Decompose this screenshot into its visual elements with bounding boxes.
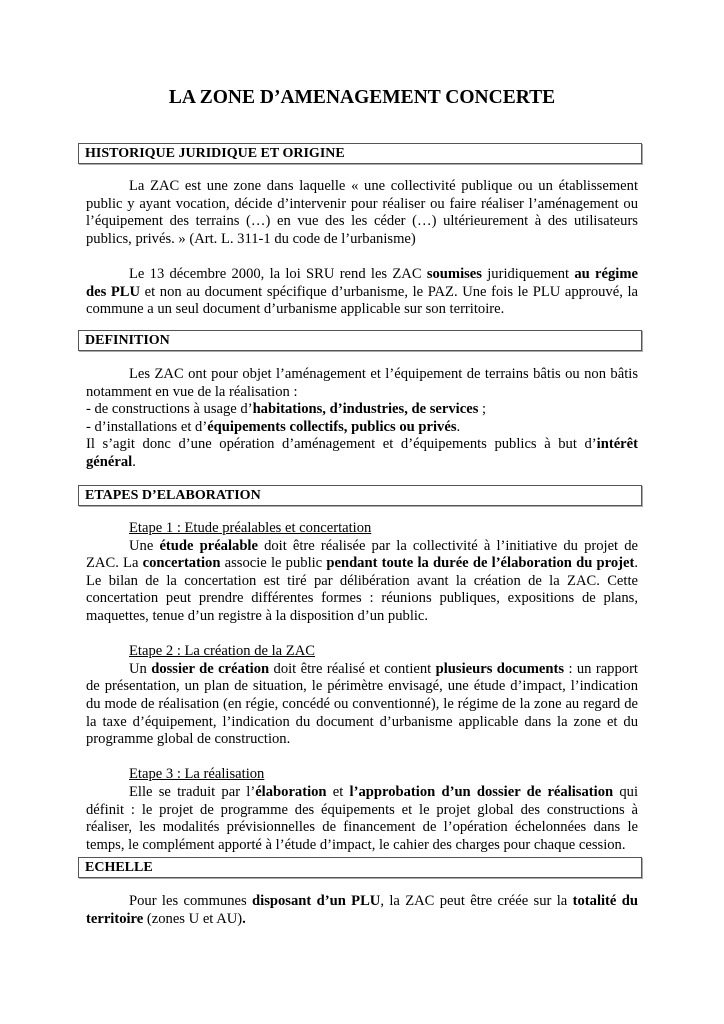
- section-body-etapes: [86, 520, 638, 854]
- step-subheading: Etape 3 : La réalisation: [129, 766, 265, 783]
- text: Les ZAC ont pour objet l’aménagement et l’équipement de terrains bâtis ou non bâtis notamment en vue de la réalisation :: [86, 366, 638, 400]
- text: Pour les communes: [129, 893, 253, 909]
- text: - de constructions à usage d’: [86, 401, 253, 418]
- text: juridiquement: [481, 265, 575, 282]
- bold-text: pendant toute la durée de l’élaboration du projet: [326, 555, 635, 572]
- text: Il s’agit donc d’une opération d’aménagement et d’équipements publics à but d’: [86, 436, 597, 453]
- document-title: LA ZONE D’AMENAGEMENT CONCERTE: [168, 87, 556, 108]
- paragraph: [86, 178, 638, 248]
- text: .: [456, 418, 461, 435]
- text: Le 13 décembre 2000, la loi SRU rend les ZAC: [129, 265, 427, 282]
- text: doit être réalisé et contient: [269, 660, 436, 677]
- text: ;: [478, 401, 487, 418]
- bold-text: intérêt général: [86, 436, 638, 470]
- bold-text: concertation: [142, 555, 221, 572]
- text: Une: [129, 537, 160, 554]
- text: doit être réalisée par la collectivité à l’initiative du projet de ZAC. La: [86, 537, 638, 572]
- bold-text: élaboration: [255, 783, 327, 800]
- text: : un rapport de présentation, un plan de situation, le périmètre envisagé, une étude d’impact, l’indication du mode de réalisation (en régie, concédé ou conventionné), le régime de la zone au regard de la taxe d’équipement, l’indication du document d’urbanisme applicable dans la zone et du programme global de construction.: [86, 660, 638, 748]
- section-heading-historique: HISTORIQUE JURIDIQUE ET ORIGINE: [78, 143, 642, 164]
- text: et non au document spécifique d’urbanisme, le PAZ. Une fois le PLU approuvé, la commune a un seul document d’urbanisme applicable sur son territoire.: [86, 283, 638, 318]
- bold-text: au régime des PLU: [86, 265, 638, 300]
- step-subheading: Etape 1 : Etude préalables et concertation: [129, 520, 372, 536]
- text: associe le public: [220, 555, 327, 572]
- paragraph: [86, 419, 638, 437]
- section-body-definition: [86, 366, 638, 472]
- text: - d’installations et d’: [86, 418, 208, 435]
- section-heading-definition: DEFINITION: [78, 330, 642, 351]
- bold-text: étude préalable: [159, 537, 258, 554]
- paragraph: [86, 538, 638, 626]
- text: Elle se traduit par l’: [129, 783, 256, 800]
- text: La ZAC est une zone dans laquelle « une collectivité publique ou un établissement public y ayant vocation, décide d’intervenir pour réaliser ou faire réaliser l’aménagement ou l’équipement des terrains (…) en vue des les céder (…) ultérieurement à des utilisateurs publics, privés. » (Art. L. 311-1 du code de l’urbanisme): [86, 178, 638, 247]
- section-body-historique: [86, 178, 638, 319]
- text: Un: [129, 660, 152, 677]
- bold-text: soumises: [426, 265, 482, 282]
- text: qui définit : le projet de programme des équipements et le projet global des constructions à réaliser, les modalités prévisionnelles de financement de l’opération échelonnées dans le temps, le complément apporté à l’étude d’impact, le cahier des charges pour chaque cession.: [86, 783, 638, 853]
- bold-text: .: [242, 910, 246, 927]
- bold-text: habitations, d’industries, de services: [252, 401, 479, 418]
- paragraph: [86, 366, 638, 401]
- bold-text: plusieurs documents: [435, 660, 565, 677]
- bold-text: totalité du territoire: [86, 893, 638, 927]
- section-body-echelle: [86, 893, 638, 928]
- step-subheading: Etape 2 : La création de la ZAC: [129, 643, 315, 660]
- bold-text: dossier de création: [151, 660, 270, 677]
- paragraph: [86, 784, 638, 854]
- paragraph: [86, 266, 638, 319]
- text: (zones U et AU): [143, 910, 243, 927]
- paragraph: [86, 401, 638, 419]
- text: . Le bilan de la concertation est tiré par délibération avant la création de la ZAC. Cette concertation peut prendre différentes formes : réunions publiques, expositions de plans, maquettes, tenue d’un registre à la disposition d’un public.: [86, 555, 638, 624]
- bold-text: l’approbation d’un dossier de réalisation: [349, 783, 614, 800]
- paragraph: [86, 436, 638, 471]
- bold-text: disposant d’un PLU: [252, 893, 381, 909]
- text: , la ZAC peut être créée sur la: [380, 893, 573, 909]
- paragraph: [86, 893, 638, 928]
- text: .: [132, 453, 136, 470]
- bold-text: équipements collectifs, publics ou privés: [207, 418, 457, 435]
- section-heading-echelle: ECHELLE: [78, 857, 642, 878]
- text: et: [326, 783, 350, 800]
- paragraph: [86, 661, 638, 749]
- section-heading-etapes: ETAPES D’ELABORATION: [78, 485, 642, 506]
